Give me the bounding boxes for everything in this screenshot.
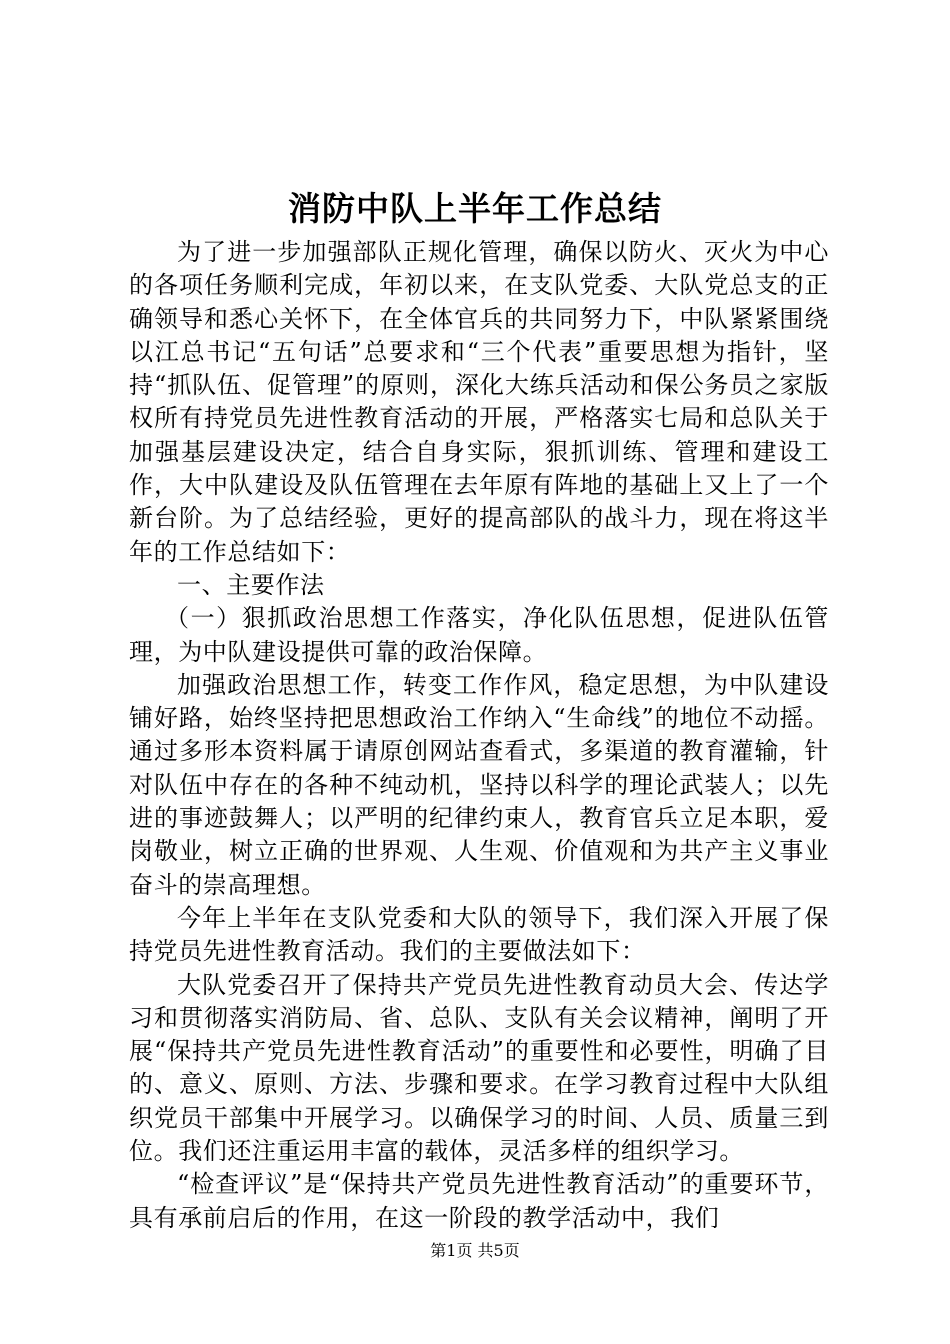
paragraph-intro: 为了进一步加强部队正规化管理，确保以防火、灭火为中心的各项任务顺利完成，年初以来，在支队党委、大队党总支的正确领导和悉心关怀下，在全体官兵的共同努力下，中队紧紧围绕以江总书记“五句话”总要求和“三个代表”重要思想为指针，坚持“抓队伍、促管理”的原则，深化大练兵活动和保公务员之家版权所有持党员先进性教育活动的开展，严格落实七局和总队关于加强基层建设决定，结合自身实际，狠抓训练、管理和建设工作，大中队建设及队伍管理在去年原有阵地的基础上又上了一个新台阶。为了总结经验，更好的提高部队的战斗力，现在将这半年的工作总结如下： [129,238,829,566]
subsection-heading-political-work: （一）狠抓政治思想工作落实，净化队伍思想，促进队伍管理，为中队建设提供可靠的政治保障。 [129,604,829,666]
paragraph-inspection-review: “检查评议”是“保持共产党员先进性教育活动”的重要环节，具有承前启后的作用，在这一阶段的教学活动中，我们 [129,1170,829,1232]
paragraph-education-activity: 今年上半年在支队党委和大队的领导下，我们深入开展了保持党员先进性教育活动。我们的主要做法如下： [129,903,829,966]
document-body [129,236,829,1235]
paragraph-political-work: 加强政治思想工作，转变工作作风，稳定思想，为中队建设铺好路，始终坚持把思想政治工作纳入“生命线”的地位不动摇。通过多形本资料属于请原创网站查看式，多渠道的教育灌输，针对队伍中存在的各种不纯动机，坚持以科学的理论武装人；以先进的事迹鼓舞人；以严明的纪律约束人，教育官兵立足本职，爱岗敬业，树立正确的世界观、人生观、价值观和为共产主义事业奋斗的崇高理想。 [129,670,829,899]
page-number-footer: 第1页 共5页 [430,1241,520,1260]
section-heading-main-methods: 一、主要作法 [177,570,325,599]
paragraph-mobilization-meeting: 大队党委召开了保持共产党员先进性教育动员大会、传达学习和贯彻落实消防局、省、总队、支队有关会议精神，阐明了开展“保持共产党员先进性教育活动”的重要性和必要性，明确了目的、意义、原则、方法、步骤和要求。在学习教育过程中大队组织党员干部集中开展学习。以确保学习的时间、人员、质量三到位。我们还注重运用丰富的载体，灵活多样的组织学习。 [129,970,829,1166]
document-title: 消防中队上半年工作总结 [288,189,662,228]
